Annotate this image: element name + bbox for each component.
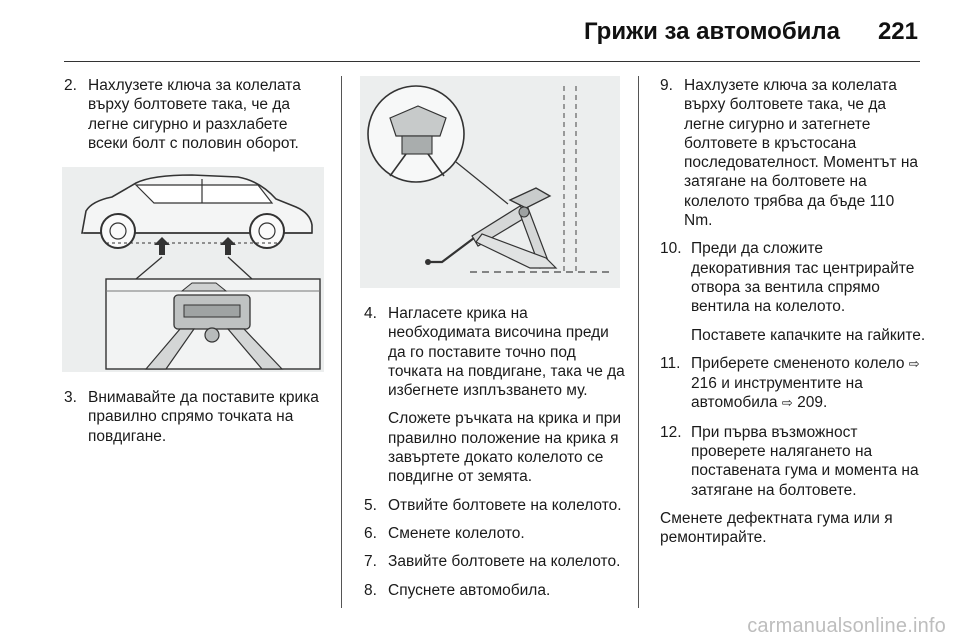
step-11 [660,354,926,414]
step-text: При първа възможност проверете налягането на поставената гума и момента на затягане на болтовете. [691,423,919,499]
step-text: Преди да сложите декоративния тас центрирайте отвора за вентила спрямо вентила на колелото. [691,240,915,316]
step-text: Внимавайте да поставите крика правилно спрямо точката на повдигане. [88,389,319,445]
step-text-a: Приберете смененото колело [691,354,905,372]
page-reference-link[interactable]: 216 [691,375,717,393]
page-header [0,0,960,62]
step-number: 4. [364,305,377,322]
step-number: 7. [364,553,377,571]
step-6 [364,524,626,543]
page-reference-link[interactable]: 209. [797,394,828,412]
step-4-note: Сложете ръчката на крика и при правилно положение на крика я завъртете докато колелото се повдигне от земята. [388,410,622,486]
step-text: Нахлузете ключа за колелата върху болтовете така, че да легне сигурно и затегнете болтовете в кръстосана последователност. Моментът на затягане на болтовете на колелото трябва да бъде 110 Nm. [684,77,919,230]
step-number: 6. [364,524,377,542]
page-number: 221 [877,18,918,45]
step-3 [64,388,330,446]
step-number: 9. [660,77,673,94]
closing-note: Сменете дефектната гума или я ремонтирайте. [660,509,893,547]
step-number: 2. [64,77,77,94]
page-title: Грижи за автомобила [583,18,840,45]
step-number: 5. [364,496,377,514]
step-8 [364,581,626,600]
step-number: 10. [660,240,682,258]
header-rule [64,61,920,62]
step-text: Завийте болтовете на колелото. [388,553,621,571]
step-number: 12. [660,423,682,441]
step-10-note: Поставете капачките на гайките. [691,326,926,344]
step-10 [660,239,926,316]
page-reference-icon: ⇨ [781,396,793,412]
step-text-b: и инструментите на автомобила [691,375,863,412]
jack-under-car-illustration [360,76,620,288]
column-2 [364,76,626,609]
step-9 [660,76,926,230]
step-text: Спуснете автомобила. [388,581,551,599]
car-lift-point-illustration [62,167,324,372]
step-number: 3. [64,389,77,407]
step-text: Сменете колелото. [388,524,525,542]
step-12 [660,423,926,500]
step-7 [364,552,626,571]
step-2 [64,76,330,153]
column-divider-1 [341,76,342,608]
step-number: 8. [364,581,377,599]
step-5 [364,496,626,515]
step-text: Нагласете крика на необходимата височина преди да го поставите точно под точката на повдигане, така че да избегнете изплъзването му. [388,305,625,400]
column-1 [64,76,330,455]
watermark: carmanualsonline.info [747,615,946,637]
step-text: Нахлузете ключа за колелата върху болтовете така, че да легне сигурно и разхлабете всеки болт с половин оборот. [88,77,301,152]
step-number: 11. [660,354,681,372]
step-4 [364,304,626,400]
column-divider-2 [638,76,639,608]
step-text: Отвийте болтовете на колелото. [388,496,622,514]
column-3 [660,76,926,557]
page-reference-icon: ⇨ [908,356,920,372]
